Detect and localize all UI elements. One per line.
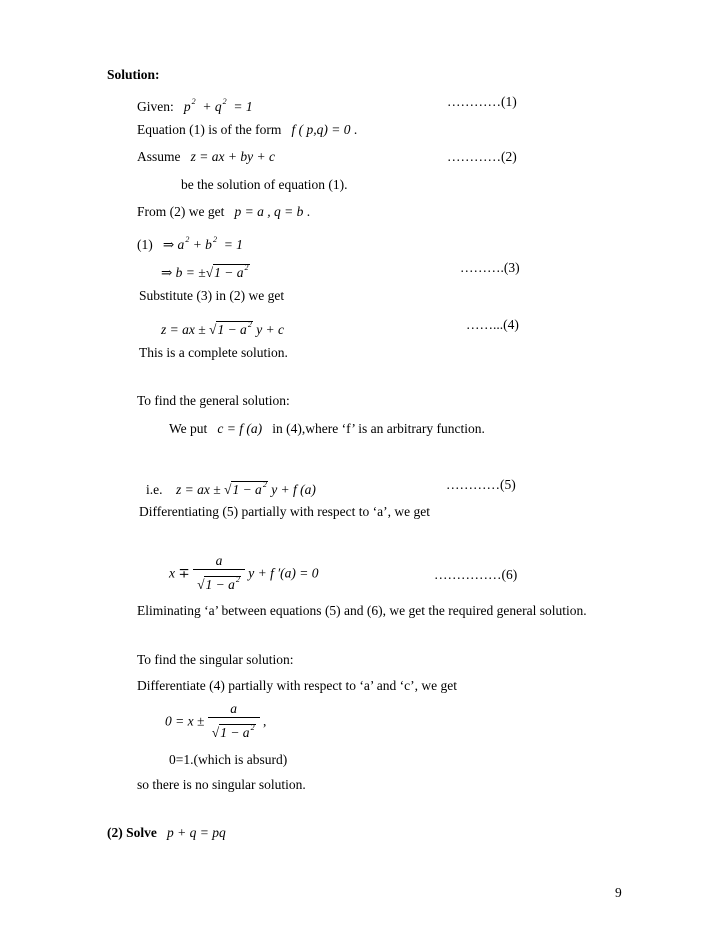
eq1-tag: …………(1) — [447, 94, 517, 109]
weput-line — [169, 420, 485, 438]
eq6-tag: ……………(6) — [434, 567, 518, 582]
eq5-formula: z = ax ± $√1 - a^2$ y + f (a) — [165, 480, 316, 497]
form-period: . — [353, 122, 358, 137]
implies-formula: ⇒ $a^2 + b^2 = 1$ — [156, 235, 243, 252]
from2-text: From (2) we get — [137, 204, 225, 219]
from2-line — [137, 203, 310, 221]
weput-text: in (4),where ‘f’ is an arbitrary function. — [272, 421, 485, 436]
from2-period: . — [306, 204, 311, 219]
complete-solution-line: This is a complete solution. — [139, 345, 288, 360]
eq5-tag: …………(5) — [446, 477, 516, 492]
weput-label: We put — [169, 421, 208, 436]
differentiating5-line: Differentiating (5) partially with respect to ‘a’, we get — [139, 504, 431, 519]
form-text: Equation (1) is of the form — [137, 122, 282, 137]
from2-formula: p = a , q = b — [227, 204, 304, 219]
eliminating-line: Eliminating ‘a’ between equations (5) and (6), we get the required general solution. — [137, 603, 587, 618]
implies-line — [137, 231, 243, 254]
weput-formula: c = f (a) — [210, 421, 269, 436]
general-solution-heading: To find the general solution: — [137, 393, 290, 408]
substitute-line: Substitute (3) in (2) we get — [139, 288, 285, 303]
singular-formula: 0 = x ± $\frac{a}{√1 - a^2}$ , — [165, 701, 267, 740]
eq2-formula: z = ax + by + c — [183, 149, 275, 164]
eq6-formula: x ∓ $\frac{a}{√1 - a^2}$ y + f ′(a) = 0 — [169, 553, 319, 592]
eq2-tag: …………(2) — [447, 149, 517, 164]
be-solution-line: be the solution of equation (1). — [181, 177, 348, 192]
no-singular-line: so there is no singular solution. — [137, 777, 306, 792]
eq5-line — [146, 476, 316, 499]
assume-label: Assume — [137, 149, 181, 164]
ref-one: (1) — [137, 237, 153, 252]
eq3-tag: ……….(3) — [460, 260, 520, 275]
differentiate4-line: Differentiate (4) partially with respect to ‘a’ and ‘c’, we get — [137, 678, 457, 693]
absurd-line: 0=1.(which is absurd) — [169, 752, 288, 767]
solve2-label: (2) Solve — [107, 825, 157, 840]
given-label: Given: — [137, 99, 174, 114]
page-number: 9 — [615, 885, 622, 900]
form-formula: f ( p,q) = 0 — [284, 122, 351, 137]
solve2-formula: p + q = pq — [160, 825, 226, 840]
eq4-formula: z = ax ± $√1 - a^2$ y + c — [161, 320, 285, 337]
given-line — [137, 93, 253, 116]
form-line — [137, 121, 357, 139]
ie-label: i.e. — [146, 482, 163, 497]
solve2-line — [107, 824, 226, 842]
solution-heading: Solution: — [107, 67, 160, 82]
eq4-tag: ……...(4) — [466, 317, 519, 332]
eq3-formula: ⇒ $b = \pm√1 - a^2$ — [161, 263, 249, 280]
assume-line — [137, 148, 275, 166]
singular-solution-heading: To find the singular solution: — [137, 652, 294, 667]
eq1-formula: $p^2 + q^2 = 1$ — [177, 97, 253, 114]
